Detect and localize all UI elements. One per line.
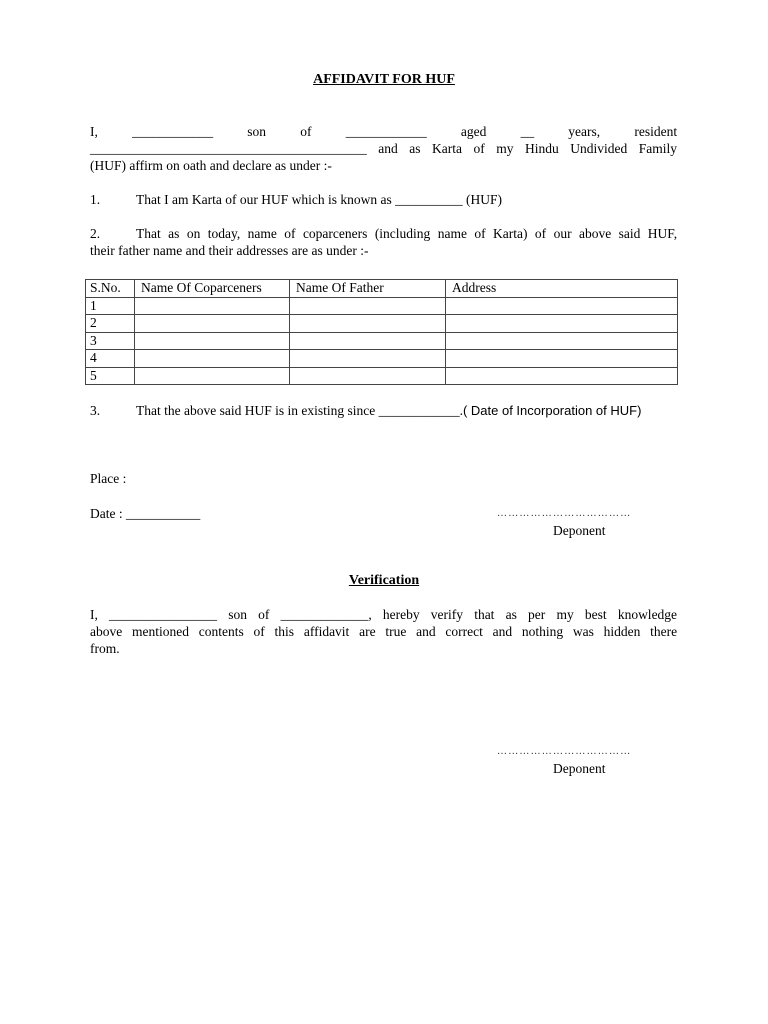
verification-word: son [228,607,247,622]
verification-word: there [650,624,678,639]
address-cell[interactable] [446,297,678,315]
verification-line-3: from. [90,641,120,656]
verification-word: nothing [521,624,564,639]
verification-word: of [253,624,265,639]
row-number: 2 [86,315,135,333]
item-2-word: on [186,226,201,241]
intro-word: son [247,124,267,139]
verification-word: per [528,607,546,622]
deponent-label: Deponent [553,523,606,538]
deponent-label-2: Deponent [553,761,606,776]
verification-word: best [584,607,607,622]
item-1-number: 1. [90,192,101,207]
item-2-word: (including [374,226,431,241]
header-coparceners: Name Of Coparceners [135,280,290,298]
item-3-note: ( Date of Incorporation of HUF) [462,403,642,418]
verification-word: mentioned [132,624,189,639]
intro-word: years, [568,124,601,139]
item-2-word: name [437,226,467,241]
item-3-text: That the above said HUF is in existing since ____________. [136,403,463,418]
father-cell[interactable] [290,332,446,350]
verification-title: Verification [348,573,420,588]
intro-word: Undivided [570,141,628,156]
intro-line-2 [90,140,677,157]
item-2-word: of [534,226,547,241]
name-blank: ____________ [132,124,214,139]
item-2-word: above [578,226,612,241]
table-row [86,332,678,350]
intro-word: as [409,141,421,156]
verification-word: and [416,624,436,639]
intro-word: aged [460,124,487,139]
father-cell[interactable] [290,350,446,368]
document-title: AFFIDAVIT FOR HUF [313,72,455,87]
intro-word: and [378,141,398,156]
header-sno: S.No. [86,280,135,298]
coparceners-table [85,279,678,385]
intro-word: my [496,141,514,156]
verification-line-2 [90,623,677,640]
intro-line-1 [90,123,677,140]
item-1-text: That I am Karta of our HUF which is known as __________ (HUF) [136,192,502,207]
age-blank: __ [520,124,535,139]
signature-line-2: ……………………………… [497,746,632,757]
verification-word: this [274,624,295,639]
intro-word: resident [634,124,678,139]
row-number: 1 [86,297,135,315]
verification-word: above [90,624,123,639]
table-header-row [86,280,678,298]
row-number: 3 [86,332,135,350]
father-cell[interactable] [290,297,446,315]
intro-word: Karta [432,141,462,156]
item-2-number: 2. [90,226,101,241]
item-2-word: That [136,226,161,241]
item-2-line-2: their father name and their addresses are as under :- [90,243,369,258]
row-number: 4 [86,350,135,368]
verification-word: verify [430,607,464,622]
table-row [86,297,678,315]
item-2-word: name [247,226,277,241]
header-address: Address [446,280,678,298]
item-2-word: said [618,226,641,241]
intro-word: I, [90,124,98,139]
item-2-word: of [284,226,296,241]
item-2-word: HUF, [647,226,678,241]
table-row [86,350,678,368]
header-father: Name Of Father [290,280,446,298]
verification-word: affidavit [303,624,350,639]
address-cell[interactable] [446,350,678,368]
coparcener-cell[interactable] [135,315,290,333]
table-row [86,367,678,385]
coparcener-cell[interactable] [135,367,290,385]
item-2-word: our [553,226,572,241]
address-cell[interactable] [446,332,678,350]
verification-word: and [492,624,513,639]
verification-word: that [474,607,495,622]
verification-word: correct [445,624,483,639]
verification-word: of [258,607,270,622]
residence-blank: _________________________________________ [90,141,367,156]
father-cell[interactable] [290,367,446,385]
coparcener-cell[interactable] [135,332,290,350]
item-2-word: coparceners [302,226,368,241]
coparcener-cell[interactable] [135,350,290,368]
intro-word: Family [638,141,678,156]
verification-word: hereby [382,607,420,622]
verification-word: I, [90,607,98,622]
item-2-word: as [168,226,180,241]
intro-word: of [300,124,312,139]
verification-word: was [572,624,594,639]
verification-word: contents [198,624,244,639]
father-cell[interactable] [290,315,446,333]
table-row [86,315,678,333]
intro-word: of [473,141,485,156]
row-number: 5 [86,367,135,385]
verification-word: hidden [603,624,641,639]
item-3-body [136,402,641,419]
intro-word: Hindu [525,141,559,156]
verification-word: as [505,607,517,622]
item-2-word: Karta) [493,226,528,241]
intro-line-3: (HUF) affirm on oath and declare as under :- [90,158,332,173]
item-2-word: today, [207,226,241,241]
verification-word: are [359,624,376,639]
father-blank: ____________ [345,124,427,139]
item-2-word: of [474,226,486,241]
address-cell[interactable] [446,367,678,385]
signature-line: ……………………………… [497,508,632,519]
verify-father-blank: _____________, [280,607,372,622]
address-cell[interactable] [446,315,678,333]
place-label: Place : [90,471,127,486]
verification-line-1 [90,606,677,623]
verification-word: knowledge [617,607,678,622]
item-2-line-1 [136,225,677,242]
coparcener-cell[interactable] [135,297,290,315]
verification-word: my [556,607,574,622]
item-3-number: 3. [90,403,101,418]
date-label: Date : ___________ [90,506,201,521]
verify-name-blank: ________________ [109,607,218,622]
verification-word: true [385,624,407,639]
